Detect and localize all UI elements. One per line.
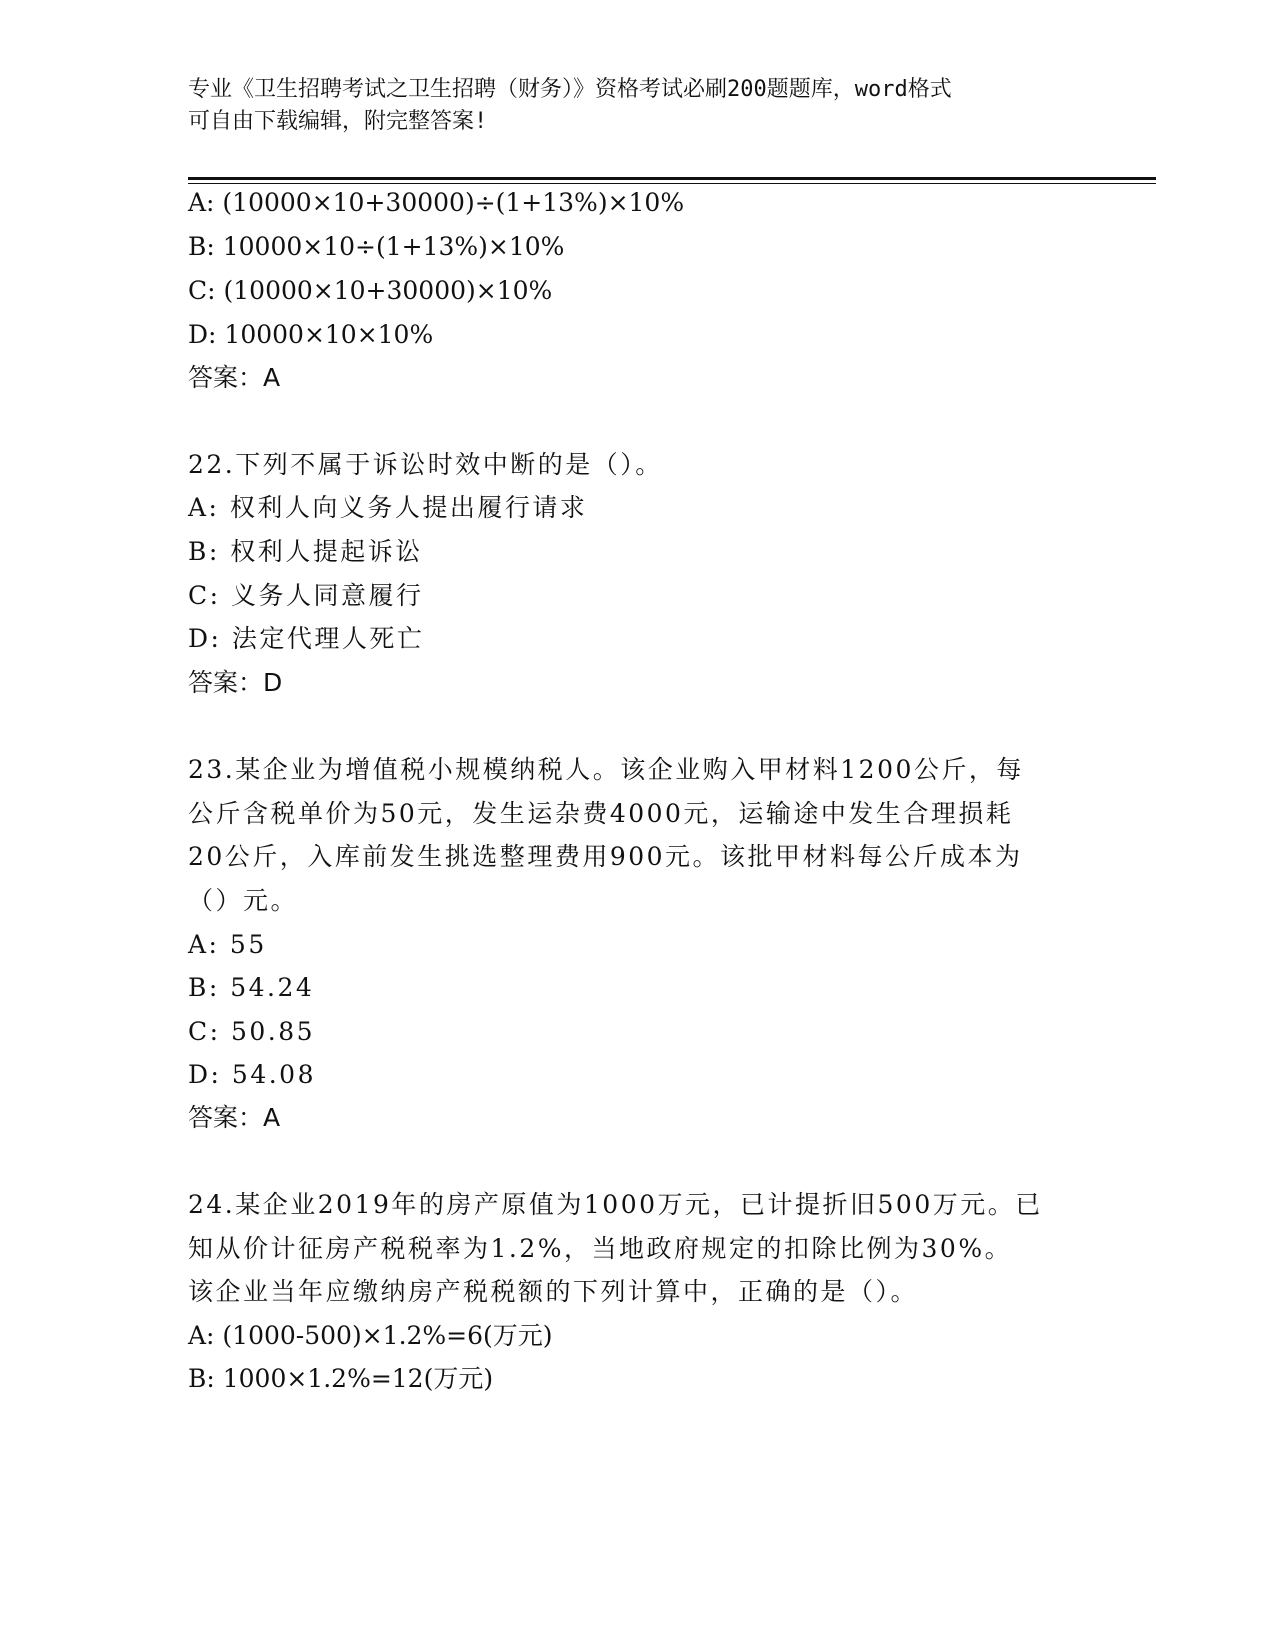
- q21-option-a: A: (10000×10+30000)÷(1+13%)×10%: [188, 188, 685, 217]
- q23-stem-line-4: （）元。: [188, 886, 299, 915]
- q24-stem-line-3: 该企业当年应缴纳房产税税额的下列计算中，正确的是（）。: [188, 1277, 919, 1306]
- q23-stem-line-2: 公斤含税单价为50元，发生运杂费4000元，运输途中发生合理损耗: [188, 799, 1014, 828]
- q23-stem-line-1: 23.某企业为增值税小规模纳税人。该企业购入甲材料1200公斤，每: [188, 755, 1024, 784]
- q24-option-b: B: 1000×1.2%=12(万元): [188, 1364, 494, 1393]
- q23-answer: 答案：A: [188, 1103, 281, 1132]
- header-rule-thin: [188, 183, 1156, 184]
- q24-stem-line-2: 知从价计征房产税税率为1.2%，当地政府规定的扣除比例为30%。: [188, 1234, 1013, 1263]
- q21-option-d: D: 10000×10×10%: [188, 320, 434, 349]
- q23-option-a: A: 55: [188, 930, 267, 959]
- header-rule-thick: [188, 177, 1156, 180]
- q22-option-d: D: 法定代理人死亡: [188, 624, 425, 653]
- q21-option-c: C: (10000×10+30000)×10%: [188, 276, 553, 305]
- q21-option-b: B: 10000×10÷(1+13%)×10%: [188, 232, 565, 261]
- q23-option-c: C: 50.85: [188, 1017, 316, 1046]
- q22-stem: 22.下列不属于诉讼时效中断的是（）。: [188, 450, 663, 479]
- document-header: [188, 74, 1068, 138]
- q24-option-a: A: (1000-500)×1.2%=6(万元): [188, 1321, 553, 1350]
- q23-option-d: D: 54.08: [188, 1060, 316, 1089]
- q22-option-a: A: 权利人向义务人提出履行请求: [188, 493, 588, 522]
- q22-option-b: B: 权利人提起诉讼: [188, 537, 423, 566]
- q22-answer: 答案：D: [188, 668, 283, 697]
- q23-stem-line-3: 20公斤，入库前发生挑选整理费用900元。该批甲材料每公斤成本为: [188, 842, 1023, 871]
- q23-option-b: B: 54.24: [188, 973, 315, 1002]
- q22-option-c: C: 义务人同意履行: [188, 581, 424, 610]
- q21-answer: 答案：A: [188, 363, 281, 392]
- q24-stem-line-1: 24.某企业2019年的房产原值为1000万元，已计提折旧500万元。已: [188, 1190, 1043, 1219]
- header-line-1: 专业《卫生招聘考试之卫生招聘（财务）》资格考试必刷200题题库，word格式: [188, 77, 952, 102]
- header-line-2: 可自由下载编辑，附完整答案!: [188, 109, 488, 134]
